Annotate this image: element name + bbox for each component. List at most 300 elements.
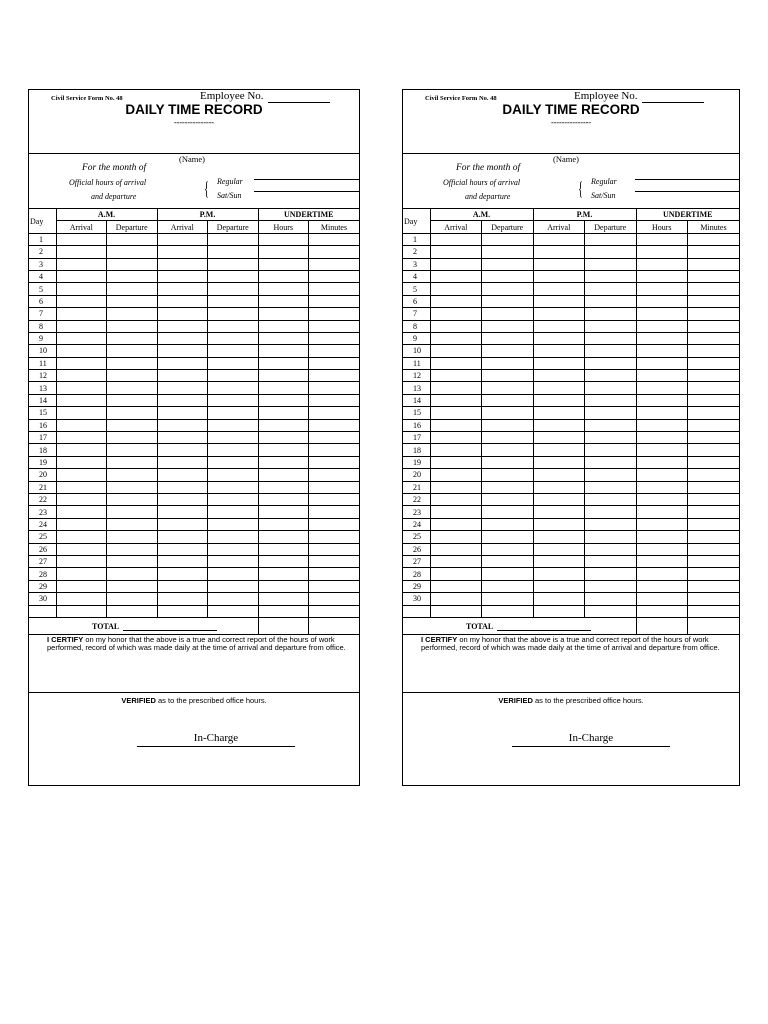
undertime-minutes-cell[interactable]	[688, 308, 740, 320]
undertime-hours-cell[interactable]	[258, 320, 309, 332]
undertime-hours-cell[interactable]	[636, 481, 688, 493]
pm-departure-cell[interactable]	[585, 543, 637, 555]
undertime-minutes-cell[interactable]	[309, 481, 360, 493]
am-departure-cell[interactable]	[482, 283, 534, 295]
am-arrival-cell[interactable]	[56, 295, 107, 307]
am-arrival-cell[interactable]	[56, 518, 107, 530]
pm-arrival-cell[interactable]	[533, 382, 585, 394]
pm-arrival-cell[interactable]	[533, 320, 585, 332]
undertime-hours-cell[interactable]	[636, 493, 688, 505]
undertime-minutes-cell[interactable]	[688, 555, 740, 567]
pm-arrival-cell[interactable]	[157, 432, 208, 444]
undertime-hours-cell[interactable]	[636, 270, 688, 282]
am-departure-cell[interactable]	[482, 580, 534, 592]
pm-arrival-cell[interactable]	[533, 370, 585, 382]
am-arrival-cell[interactable]	[56, 568, 107, 580]
undertime-minutes-cell[interactable]	[688, 456, 740, 468]
am-arrival-cell[interactable]	[430, 605, 482, 617]
am-departure-cell[interactable]	[107, 444, 158, 456]
pm-arrival-cell[interactable]	[533, 481, 585, 493]
undertime-minutes-cell[interactable]	[309, 407, 360, 419]
pm-departure-cell[interactable]	[208, 370, 259, 382]
undertime-minutes-cell[interactable]	[688, 444, 740, 456]
am-arrival-cell[interactable]	[430, 394, 482, 406]
am-departure-cell[interactable]	[482, 444, 534, 456]
pm-arrival-cell[interactable]	[533, 543, 585, 555]
total-minutes-cell[interactable]	[309, 617, 360, 634]
am-arrival-cell[interactable]	[430, 456, 482, 468]
undertime-minutes-cell[interactable]	[309, 419, 360, 431]
am-arrival-cell[interactable]	[56, 270, 107, 282]
pm-departure-cell[interactable]	[208, 481, 259, 493]
am-departure-cell[interactable]	[107, 332, 158, 344]
pm-departure-cell[interactable]	[208, 308, 259, 320]
pm-arrival-cell[interactable]	[157, 320, 208, 332]
undertime-hours-cell[interactable]	[636, 593, 688, 605]
undertime-minutes-cell[interactable]	[688, 407, 740, 419]
pm-arrival-cell[interactable]	[157, 456, 208, 468]
undertime-hours-cell[interactable]	[258, 246, 309, 258]
am-departure-cell[interactable]	[482, 531, 534, 543]
undertime-hours-cell[interactable]	[258, 444, 309, 456]
am-arrival-cell[interactable]	[56, 370, 107, 382]
undertime-hours-cell[interactable]	[258, 568, 309, 580]
am-arrival-cell[interactable]	[56, 456, 107, 468]
undertime-hours-cell[interactable]	[258, 580, 309, 592]
am-departure-cell[interactable]	[482, 332, 534, 344]
pm-departure-cell[interactable]	[208, 295, 259, 307]
pm-departure-cell[interactable]	[585, 506, 637, 518]
pm-arrival-cell[interactable]	[533, 568, 585, 580]
pm-arrival-cell[interactable]	[157, 258, 208, 270]
am-arrival-cell[interactable]	[430, 531, 482, 543]
undertime-minutes-cell[interactable]	[309, 605, 360, 617]
pm-departure-cell[interactable]	[208, 394, 259, 406]
undertime-hours-cell[interactable]	[636, 258, 688, 270]
am-departure-cell[interactable]	[107, 270, 158, 282]
am-arrival-cell[interactable]	[56, 605, 107, 617]
pm-arrival-cell[interactable]	[533, 357, 585, 369]
undertime-minutes-cell[interactable]	[309, 456, 360, 468]
pm-arrival-cell[interactable]	[157, 295, 208, 307]
pm-departure-cell[interactable]	[585, 444, 637, 456]
undertime-hours-cell[interactable]	[636, 456, 688, 468]
am-departure-cell[interactable]	[107, 531, 158, 543]
pm-arrival-cell[interactable]	[157, 543, 208, 555]
undertime-hours-cell[interactable]	[636, 320, 688, 332]
am-departure-cell[interactable]	[482, 394, 534, 406]
pm-arrival-cell[interactable]	[533, 270, 585, 282]
undertime-minutes-cell[interactable]	[309, 593, 360, 605]
pm-arrival-cell[interactable]	[533, 531, 585, 543]
undertime-hours-cell[interactable]	[636, 382, 688, 394]
undertime-minutes-cell[interactable]	[309, 580, 360, 592]
pm-departure-cell[interactable]	[585, 382, 637, 394]
undertime-minutes-cell[interactable]	[309, 308, 360, 320]
pm-departure-cell[interactable]	[585, 580, 637, 592]
undertime-minutes-cell[interactable]	[688, 543, 740, 555]
am-departure-cell[interactable]	[482, 593, 534, 605]
am-arrival-cell[interactable]	[430, 543, 482, 555]
am-departure-cell[interactable]	[482, 382, 534, 394]
pm-departure-cell[interactable]	[208, 555, 259, 567]
pm-arrival-cell[interactable]	[533, 332, 585, 344]
pm-arrival-cell[interactable]	[533, 407, 585, 419]
am-arrival-cell[interactable]	[430, 246, 482, 258]
am-arrival-cell[interactable]	[56, 580, 107, 592]
pm-departure-cell[interactable]	[585, 357, 637, 369]
am-departure-cell[interactable]	[107, 493, 158, 505]
pm-departure-cell[interactable]	[208, 605, 259, 617]
pm-arrival-cell[interactable]	[533, 308, 585, 320]
pm-departure-cell[interactable]	[208, 493, 259, 505]
undertime-hours-cell[interactable]	[636, 357, 688, 369]
am-departure-cell[interactable]	[107, 518, 158, 530]
undertime-hours-cell[interactable]	[258, 308, 309, 320]
pm-arrival-cell[interactable]	[533, 419, 585, 431]
undertime-minutes-cell[interactable]	[688, 481, 740, 493]
am-arrival-cell[interactable]	[430, 518, 482, 530]
am-departure-cell[interactable]	[107, 419, 158, 431]
pm-arrival-cell[interactable]	[533, 258, 585, 270]
pm-departure-cell[interactable]	[585, 308, 637, 320]
undertime-minutes-cell[interactable]	[309, 394, 360, 406]
am-arrival-cell[interactable]	[430, 357, 482, 369]
pm-arrival-cell[interactable]	[157, 518, 208, 530]
pm-arrival-cell[interactable]	[157, 283, 208, 295]
undertime-hours-cell[interactable]	[636, 605, 688, 617]
am-arrival-cell[interactable]	[430, 332, 482, 344]
pm-arrival-cell[interactable]	[157, 407, 208, 419]
incharge-signature[interactable]: In-Charge	[512, 732, 670, 747]
am-arrival-cell[interactable]	[56, 531, 107, 543]
undertime-minutes-cell[interactable]	[309, 506, 360, 518]
undertime-minutes-cell[interactable]	[688, 580, 740, 592]
am-departure-cell[interactable]	[482, 506, 534, 518]
pm-arrival-cell[interactable]	[157, 332, 208, 344]
pm-departure-cell[interactable]	[208, 469, 259, 481]
am-arrival-cell[interactable]	[56, 432, 107, 444]
am-arrival-cell[interactable]	[430, 469, 482, 481]
incharge-signature[interactable]: In-Charge	[137, 732, 295, 747]
pm-arrival-cell[interactable]	[157, 605, 208, 617]
undertime-minutes-cell[interactable]	[309, 531, 360, 543]
am-departure-cell[interactable]	[482, 543, 534, 555]
undertime-hours-cell[interactable]	[636, 580, 688, 592]
pm-arrival-cell[interactable]	[157, 246, 208, 258]
pm-arrival-cell[interactable]	[157, 419, 208, 431]
pm-arrival-cell[interactable]	[157, 593, 208, 605]
pm-departure-cell[interactable]	[585, 419, 637, 431]
pm-departure-cell[interactable]	[208, 332, 259, 344]
pm-arrival-cell[interactable]	[533, 506, 585, 518]
pm-arrival-cell[interactable]	[157, 555, 208, 567]
am-departure-cell[interactable]	[482, 407, 534, 419]
am-departure-cell[interactable]	[107, 481, 158, 493]
pm-departure-cell[interactable]	[585, 555, 637, 567]
pm-departure-cell[interactable]	[208, 233, 259, 245]
am-departure-cell[interactable]	[482, 469, 534, 481]
am-departure-cell[interactable]	[482, 345, 534, 357]
am-departure-cell[interactable]	[107, 432, 158, 444]
am-arrival-cell[interactable]	[430, 270, 482, 282]
undertime-hours-cell[interactable]	[258, 432, 309, 444]
am-departure-cell[interactable]	[107, 456, 158, 468]
pm-arrival-cell[interactable]	[157, 580, 208, 592]
undertime-minutes-cell[interactable]	[688, 394, 740, 406]
total-hours-cell[interactable]	[258, 617, 309, 634]
am-departure-cell[interactable]	[482, 357, 534, 369]
pm-arrival-cell[interactable]	[157, 394, 208, 406]
am-departure-cell[interactable]	[482, 568, 534, 580]
am-departure-cell[interactable]	[482, 518, 534, 530]
undertime-minutes-cell[interactable]	[309, 283, 360, 295]
pm-arrival-cell[interactable]	[157, 493, 208, 505]
pm-departure-cell[interactable]	[208, 444, 259, 456]
pm-departure-cell[interactable]	[208, 543, 259, 555]
undertime-minutes-cell[interactable]	[309, 469, 360, 481]
undertime-hours-cell[interactable]	[636, 543, 688, 555]
am-arrival-cell[interactable]	[56, 407, 107, 419]
undertime-hours-cell[interactable]	[636, 407, 688, 419]
am-arrival-cell[interactable]	[430, 580, 482, 592]
am-arrival-cell[interactable]	[430, 345, 482, 357]
am-arrival-cell[interactable]	[430, 481, 482, 493]
am-arrival-cell[interactable]	[56, 258, 107, 270]
pm-arrival-cell[interactable]	[157, 531, 208, 543]
am-arrival-cell[interactable]	[56, 382, 107, 394]
undertime-hours-cell[interactable]	[258, 370, 309, 382]
am-arrival-cell[interactable]	[430, 506, 482, 518]
pm-departure-cell[interactable]	[585, 568, 637, 580]
am-arrival-cell[interactable]	[56, 543, 107, 555]
am-arrival-cell[interactable]	[430, 493, 482, 505]
am-departure-cell[interactable]	[107, 593, 158, 605]
satsun-hours-field[interactable]	[254, 191, 359, 192]
am-arrival-cell[interactable]	[430, 295, 482, 307]
undertime-hours-cell[interactable]	[258, 469, 309, 481]
am-departure-cell[interactable]	[107, 394, 158, 406]
pm-departure-cell[interactable]	[585, 593, 637, 605]
undertime-hours-cell[interactable]	[258, 270, 309, 282]
pm-departure-cell[interactable]	[208, 580, 259, 592]
pm-departure-cell[interactable]	[585, 283, 637, 295]
pm-departure-cell[interactable]	[208, 419, 259, 431]
am-departure-cell[interactable]	[482, 320, 534, 332]
undertime-minutes-cell[interactable]	[309, 233, 360, 245]
undertime-hours-cell[interactable]	[258, 394, 309, 406]
am-departure-cell[interactable]	[107, 469, 158, 481]
undertime-minutes-cell[interactable]	[309, 543, 360, 555]
am-departure-cell[interactable]	[107, 283, 158, 295]
undertime-hours-cell[interactable]	[258, 283, 309, 295]
pm-arrival-cell[interactable]	[533, 580, 585, 592]
undertime-hours-cell[interactable]	[636, 506, 688, 518]
undertime-hours-cell[interactable]	[636, 444, 688, 456]
am-departure-cell[interactable]	[107, 295, 158, 307]
undertime-hours-cell[interactable]	[258, 258, 309, 270]
am-arrival-cell[interactable]	[430, 407, 482, 419]
undertime-minutes-cell[interactable]	[309, 370, 360, 382]
undertime-hours-cell[interactable]	[636, 283, 688, 295]
undertime-hours-cell[interactable]	[258, 493, 309, 505]
pm-departure-cell[interactable]	[208, 320, 259, 332]
am-arrival-cell[interactable]	[430, 370, 482, 382]
am-departure-cell[interactable]	[107, 320, 158, 332]
pm-departure-cell[interactable]	[585, 469, 637, 481]
am-arrival-cell[interactable]	[56, 481, 107, 493]
am-departure-cell[interactable]	[107, 370, 158, 382]
regular-hours-field[interactable]	[254, 179, 359, 180]
undertime-hours-cell[interactable]	[636, 345, 688, 357]
total-hours-cell[interactable]	[636, 617, 688, 634]
am-departure-cell[interactable]	[107, 345, 158, 357]
undertime-minutes-cell[interactable]	[309, 258, 360, 270]
pm-departure-cell[interactable]	[585, 295, 637, 307]
pm-departure-cell[interactable]	[585, 258, 637, 270]
pm-arrival-cell[interactable]	[533, 432, 585, 444]
undertime-minutes-cell[interactable]	[688, 382, 740, 394]
pm-arrival-cell[interactable]	[157, 308, 208, 320]
am-arrival-cell[interactable]	[56, 246, 107, 258]
undertime-minutes-cell[interactable]	[688, 493, 740, 505]
am-arrival-cell[interactable]	[56, 444, 107, 456]
undertime-hours-cell[interactable]	[258, 345, 309, 357]
undertime-hours-cell[interactable]	[636, 531, 688, 543]
am-departure-cell[interactable]	[482, 605, 534, 617]
am-arrival-cell[interactable]	[56, 308, 107, 320]
pm-arrival-cell[interactable]	[157, 444, 208, 456]
pm-arrival-cell[interactable]	[533, 605, 585, 617]
am-departure-cell[interactable]	[107, 555, 158, 567]
pm-departure-cell[interactable]	[585, 531, 637, 543]
undertime-minutes-cell[interactable]	[309, 555, 360, 567]
undertime-hours-cell[interactable]	[636, 419, 688, 431]
am-arrival-cell[interactable]	[56, 233, 107, 245]
pm-arrival-cell[interactable]	[533, 394, 585, 406]
am-departure-cell[interactable]	[107, 308, 158, 320]
pm-departure-cell[interactable]	[585, 233, 637, 245]
satsun-hours-field[interactable]	[635, 191, 739, 192]
pm-arrival-cell[interactable]	[157, 469, 208, 481]
pm-departure-cell[interactable]	[208, 357, 259, 369]
undertime-minutes-cell[interactable]	[309, 320, 360, 332]
undertime-minutes-cell[interactable]	[309, 568, 360, 580]
pm-arrival-cell[interactable]	[157, 357, 208, 369]
pm-departure-cell[interactable]	[585, 345, 637, 357]
am-arrival-cell[interactable]	[430, 444, 482, 456]
am-departure-cell[interactable]	[482, 233, 534, 245]
undertime-minutes-cell[interactable]	[309, 246, 360, 258]
undertime-minutes-cell[interactable]	[688, 506, 740, 518]
pm-departure-cell[interactable]	[585, 432, 637, 444]
am-departure-cell[interactable]	[482, 308, 534, 320]
undertime-hours-cell[interactable]	[636, 555, 688, 567]
am-departure-cell[interactable]	[107, 407, 158, 419]
am-departure-cell[interactable]	[107, 357, 158, 369]
pm-departure-cell[interactable]	[208, 270, 259, 282]
am-departure-cell[interactable]	[482, 432, 534, 444]
pm-arrival-cell[interactable]	[533, 444, 585, 456]
am-arrival-cell[interactable]	[56, 506, 107, 518]
undertime-minutes-cell[interactable]	[309, 345, 360, 357]
undertime-hours-cell[interactable]	[258, 593, 309, 605]
am-departure-cell[interactable]	[107, 605, 158, 617]
undertime-minutes-cell[interactable]	[688, 469, 740, 481]
am-departure-cell[interactable]	[482, 258, 534, 270]
undertime-minutes-cell[interactable]	[309, 518, 360, 530]
pm-arrival-cell[interactable]	[157, 270, 208, 282]
pm-departure-cell[interactable]	[585, 332, 637, 344]
undertime-hours-cell[interactable]	[258, 531, 309, 543]
am-arrival-cell[interactable]	[430, 320, 482, 332]
am-departure-cell[interactable]	[107, 506, 158, 518]
undertime-hours-cell[interactable]	[258, 605, 309, 617]
total-field[interactable]	[123, 621, 217, 631]
am-arrival-cell[interactable]	[56, 394, 107, 406]
am-departure-cell[interactable]	[107, 568, 158, 580]
undertime-hours-cell[interactable]	[636, 518, 688, 530]
regular-hours-field[interactable]	[635, 179, 739, 180]
pm-arrival-cell[interactable]	[157, 506, 208, 518]
am-arrival-cell[interactable]	[430, 258, 482, 270]
pm-arrival-cell[interactable]	[157, 568, 208, 580]
pm-departure-cell[interactable]	[585, 456, 637, 468]
am-departure-cell[interactable]	[107, 543, 158, 555]
pm-arrival-cell[interactable]	[533, 469, 585, 481]
undertime-hours-cell[interactable]	[258, 357, 309, 369]
undertime-minutes-cell[interactable]	[688, 345, 740, 357]
am-departure-cell[interactable]	[482, 493, 534, 505]
undertime-minutes-cell[interactable]	[309, 382, 360, 394]
pm-departure-cell[interactable]	[208, 407, 259, 419]
undertime-minutes-cell[interactable]	[688, 246, 740, 258]
undertime-minutes-cell[interactable]	[688, 295, 740, 307]
pm-departure-cell[interactable]	[208, 568, 259, 580]
pm-departure-cell[interactable]	[585, 246, 637, 258]
pm-arrival-cell[interactable]	[157, 481, 208, 493]
undertime-minutes-cell[interactable]	[309, 432, 360, 444]
undertime-hours-cell[interactable]	[636, 308, 688, 320]
pm-departure-cell[interactable]	[208, 593, 259, 605]
undertime-minutes-cell[interactable]	[688, 233, 740, 245]
pm-departure-cell[interactable]	[208, 283, 259, 295]
pm-departure-cell[interactable]	[585, 270, 637, 282]
am-arrival-cell[interactable]	[430, 233, 482, 245]
undertime-hours-cell[interactable]	[636, 469, 688, 481]
undertime-hours-cell[interactable]	[258, 543, 309, 555]
pm-departure-cell[interactable]	[585, 605, 637, 617]
undertime-hours-cell[interactable]	[636, 370, 688, 382]
am-arrival-cell[interactable]	[56, 283, 107, 295]
pm-arrival-cell[interactable]	[533, 295, 585, 307]
pm-departure-cell[interactable]	[585, 518, 637, 530]
am-arrival-cell[interactable]	[430, 419, 482, 431]
undertime-hours-cell[interactable]	[258, 506, 309, 518]
pm-arrival-cell[interactable]	[533, 493, 585, 505]
undertime-minutes-cell[interactable]	[688, 531, 740, 543]
pm-departure-cell[interactable]	[208, 518, 259, 530]
pm-arrival-cell[interactable]	[533, 555, 585, 567]
am-arrival-cell[interactable]	[56, 493, 107, 505]
am-arrival-cell[interactable]	[56, 555, 107, 567]
am-departure-cell[interactable]	[107, 258, 158, 270]
pm-departure-cell[interactable]	[208, 258, 259, 270]
am-departure-cell[interactable]	[107, 382, 158, 394]
am-arrival-cell[interactable]	[56, 357, 107, 369]
undertime-hours-cell[interactable]	[636, 332, 688, 344]
pm-arrival-cell[interactable]	[533, 233, 585, 245]
